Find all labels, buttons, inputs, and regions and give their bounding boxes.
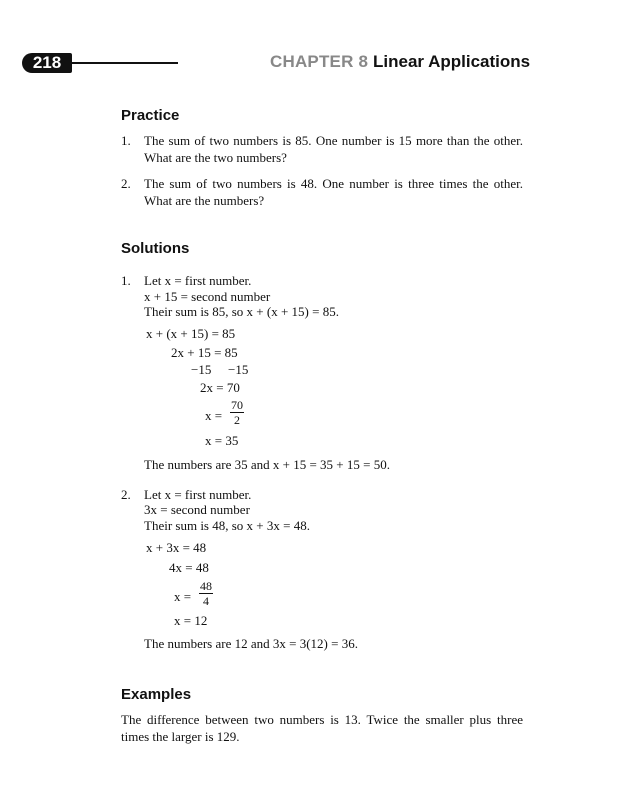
item-text: The sum of two numbers is 48. One number is three times the other. What are the numbers? xyxy=(144,176,523,208)
item-number: 1. xyxy=(121,133,131,148)
solution-1-eq-6: x = 35 xyxy=(205,433,239,448)
solution-1-line-2: x + 15 = second number xyxy=(144,289,271,304)
item-text: The sum of two numbers is 85. One number is 15 more than the other. What are the two numbers? xyxy=(144,133,523,165)
practice-item-1 xyxy=(121,132,523,166)
chapter-label: CHAPTER 8 xyxy=(270,52,369,71)
practice-item-2 xyxy=(121,175,523,209)
header-rule xyxy=(64,62,178,64)
solution-2-conclusion: The numbers are 12 and 3x = 3(12) = 36. xyxy=(144,636,358,651)
solution-1-eq-2: 2x + 15 = 85 xyxy=(171,345,238,360)
solution-1-eq-4: 2x = 70 xyxy=(200,380,240,395)
solution-1-line-1: Let x = first number. xyxy=(144,273,252,288)
solutions-heading: Solutions xyxy=(121,240,190,257)
solution-2-eq-1: x + 3x = 48 xyxy=(146,540,207,555)
solution-2-frac-lhs: x = xyxy=(174,589,192,604)
practice-heading: Practice xyxy=(121,107,180,124)
solution-1-fraction xyxy=(230,398,244,427)
solution-2-line-3: Their sum is 48, so x + 3x = 48. xyxy=(144,518,310,533)
solution-1-eq-1: x + (x + 15) = 85 xyxy=(146,326,236,341)
solution-2-fraction xyxy=(199,579,213,608)
solution-1-conclusion: The numbers are 35 and x + 15 = 35 + 15 = 50. xyxy=(144,457,390,472)
solution-2-number: 2. xyxy=(121,487,131,502)
solution-2-line-1: Let x = first number. xyxy=(144,487,252,502)
fraction-denominator: 4 xyxy=(203,594,209,608)
solution-2-eq-4: x = 12 xyxy=(174,613,208,628)
item-number: 2. xyxy=(121,176,131,191)
solution-1-number: 1. xyxy=(121,273,131,288)
examples-heading: Examples xyxy=(121,686,192,703)
fraction-numerator: 70 xyxy=(231,398,243,412)
solution-2-eq-2: 4x = 48 xyxy=(169,560,209,575)
solution-1-frac-lhs: x = xyxy=(205,408,223,423)
fraction-numerator: 48 xyxy=(200,579,212,593)
page-number-badge: 218 xyxy=(22,53,72,73)
solution-1-line-3: Their sum is 85, so x + (x + 15) = 85. xyxy=(144,304,339,319)
solution-1-eq-3a: −15 xyxy=(191,362,212,377)
fraction-denominator: 2 xyxy=(234,413,240,427)
chapter-title: Linear Applications xyxy=(373,52,531,71)
solution-1-eq-3b: −15 xyxy=(228,362,249,377)
examples-text: The difference between two numbers is 13. Twice the smaller plus three times the larger is 129. xyxy=(121,712,523,744)
solution-2-line-2: 3x = second number xyxy=(144,502,250,517)
